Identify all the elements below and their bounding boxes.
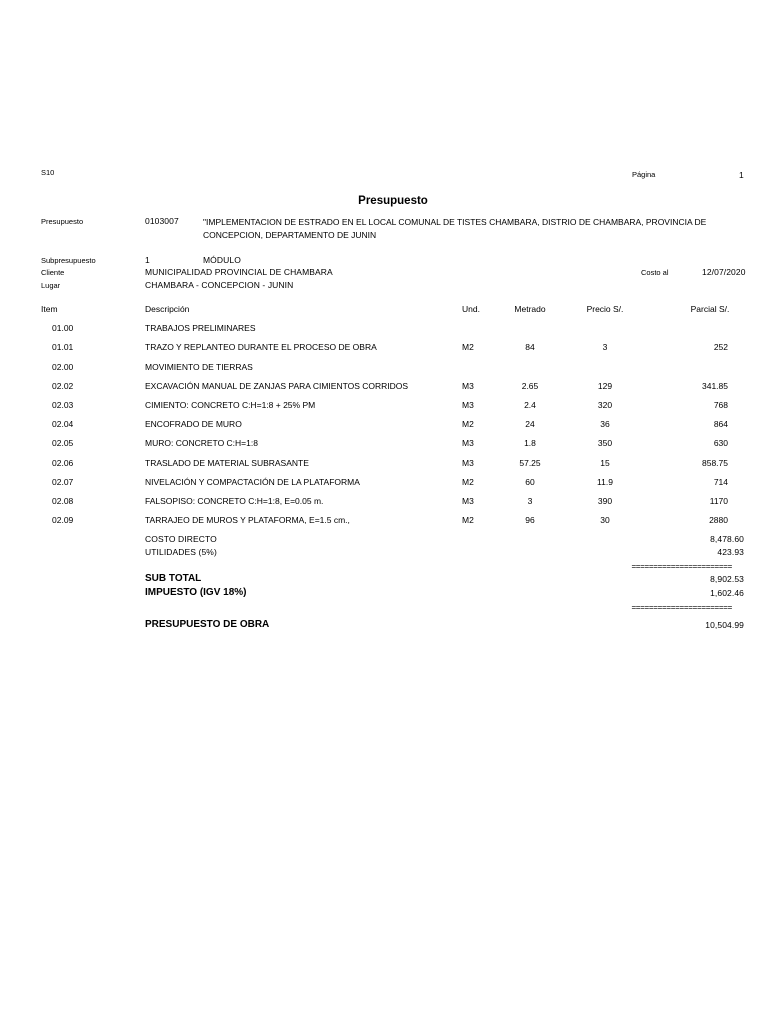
impuesto-value: 1,602.46 [710,588,744,598]
row-precio: 129 [597,381,613,391]
subtotal-value: 8,902.53 [710,574,744,584]
row-item: 01.01 [52,342,74,352]
table-row [0,323,768,337]
presupuesto-obra-label: PRESUPUESTO DE OBRA [145,619,270,630]
page-number: 1 [739,170,744,180]
row-parcial: 714 [713,477,728,487]
row-parcial: 864 [713,419,728,429]
row-description: EXCAVACIÓN MANUAL DE ZANJAS PARA CIMIENTOS CORRIDOS [145,381,409,391]
page-label: Página [632,170,656,179]
row-item: 02.06 [52,458,74,468]
row-item: 02.03 [52,400,74,410]
table-row [0,419,768,433]
row-parcial: 630 [713,438,728,448]
row-item: 02.08 [52,496,74,506]
row-parcial: 1170 [709,496,728,506]
table-row [0,438,768,452]
row-precio: 390 [597,496,613,506]
subtotal-label: SUB TOTAL [145,573,202,584]
costo-label: Costo al [641,268,669,277]
row-unit: M3 [462,438,474,448]
table-row [0,342,768,356]
table-row [0,381,768,395]
row-precio: 3 [602,342,608,352]
table-row [0,362,768,376]
row-precio: 11.9 [597,477,613,487]
row-item: 02.02 [52,381,74,391]
row-unit: M3 [462,400,474,410]
utilidades-value: 423.93 [717,547,744,557]
utilidades-label: UTILIDADES (5%) [145,547,217,557]
row-parcial: 768 [713,400,728,410]
row-item: 02.09 [52,515,74,525]
row-description: MURO: CONCRETO C:H=1:8 [145,438,258,448]
table-row [0,515,768,529]
row-parcial: 2880 [709,515,728,525]
row-description: TRABAJOS PRELIMINARES [145,323,256,333]
report-code: S10 [41,168,55,177]
row-unit: M2 [462,342,474,352]
separator-line: ======================= [631,562,732,571]
row-description: TRAZO Y REPLANTEO DURANTE EL PROCESO DE OBRA [145,342,377,352]
cliente-value: MUNICIPALIDAD PROVINCIAL DE CHAMBARA [145,267,333,277]
header-descripcion: Descripción [145,304,190,314]
presupuesto-description: "IMPLEMENTACION DE ESTRADO EN EL LOCAL COMUNAL DE TISTES CHAMBARA, DISTRIO DE CHAMBARA, PROVINCIA DE CONCEPCION, DEPARTAMENTO DE JUNIN [203,217,707,240]
row-unit: M2 [462,515,474,525]
row-unit: M2 [462,419,474,429]
costo-date: 12/07/2020 [702,267,746,277]
presupuesto-obra-value: 10,504.99 [705,620,744,630]
row-metrado: 24 [525,419,535,429]
row-unit: M3 [462,458,474,468]
separator-line: ======================= [631,603,732,612]
presupuesto-label: Presupuesto [41,217,84,226]
row-item: 02.00 [52,362,74,372]
header-und: Und. [462,304,480,314]
row-metrado: 2.65 [521,381,539,391]
row-metrado: 57.25 [519,458,541,468]
row-metrado: 1.8 [524,438,536,448]
presupuesto-code: 0103007 [145,216,179,226]
row-description: ENCOFRADO DE MURO [145,419,242,429]
lugar-label: Lugar [41,281,61,290]
header-item: Item [41,304,58,314]
row-description: MOVIMIENTO DE TIERRAS [145,362,253,372]
row-item: 02.07 [52,477,74,487]
row-parcial: 252 [713,342,728,352]
header-metrado: Metrado [514,304,546,314]
row-metrado: 60 [525,477,535,487]
row-precio: 350 [597,438,613,448]
row-metrado: 96 [525,515,535,525]
table-row [0,496,768,510]
table-row [0,477,768,491]
lugar-value: CHAMBARA - CONCEPCION - JUNIN [145,280,294,290]
subpresupuesto-label: Subpresupuesto [41,256,96,265]
subpresupuesto-code: 1 [145,255,150,265]
row-description: NIVELACIÓN Y COMPACTACIÓN DE LA PLATAFORMA [145,477,360,487]
row-unit: M2 [462,477,474,487]
row-parcial: 858.75 [702,458,728,468]
row-description: TRASLADO DE MATERIAL SUBRASANTE [145,458,309,468]
row-description: TARRAJEO DE MUROS Y PLATAFORMA, E=1.5 cm., [145,515,350,525]
cliente-label: Cliente [41,268,65,277]
row-precio: 320 [597,400,613,410]
header-precio: Precio S/. [586,304,624,314]
row-unit: M3 [462,496,474,506]
subpresupuesto-name: MÓDULO [203,255,241,265]
costo-directo-label: COSTO DIRECTO [145,534,217,544]
row-item: 02.05 [52,438,74,448]
row-parcial: 341.85 [702,381,728,391]
row-metrado: 3 [527,496,533,506]
table-row [0,458,768,472]
row-metrado: 2.4 [524,400,536,410]
row-item: 01.00 [52,323,74,333]
row-description: CIMIENTO: CONCRETO C:H=1:8 + 25% PM [145,400,316,410]
page-title: Presupuesto [358,195,428,207]
row-description: FALSOPISO: CONCRETO C:H=1:8, E=0.05 m. [145,496,324,506]
impuesto-label: IMPUESTO (IGV 18%) [145,587,247,598]
table-row [0,400,768,414]
row-unit: M3 [462,381,474,391]
table-header [0,304,768,318]
header-parcial: Parcial S/. [690,304,730,314]
row-item: 02.04 [52,419,74,429]
costo-directo-value: 8,478.60 [710,534,744,544]
row-precio: 15 [600,458,610,468]
row-precio: 36 [600,419,610,429]
row-precio: 30 [600,515,610,525]
row-metrado: 84 [525,342,535,352]
